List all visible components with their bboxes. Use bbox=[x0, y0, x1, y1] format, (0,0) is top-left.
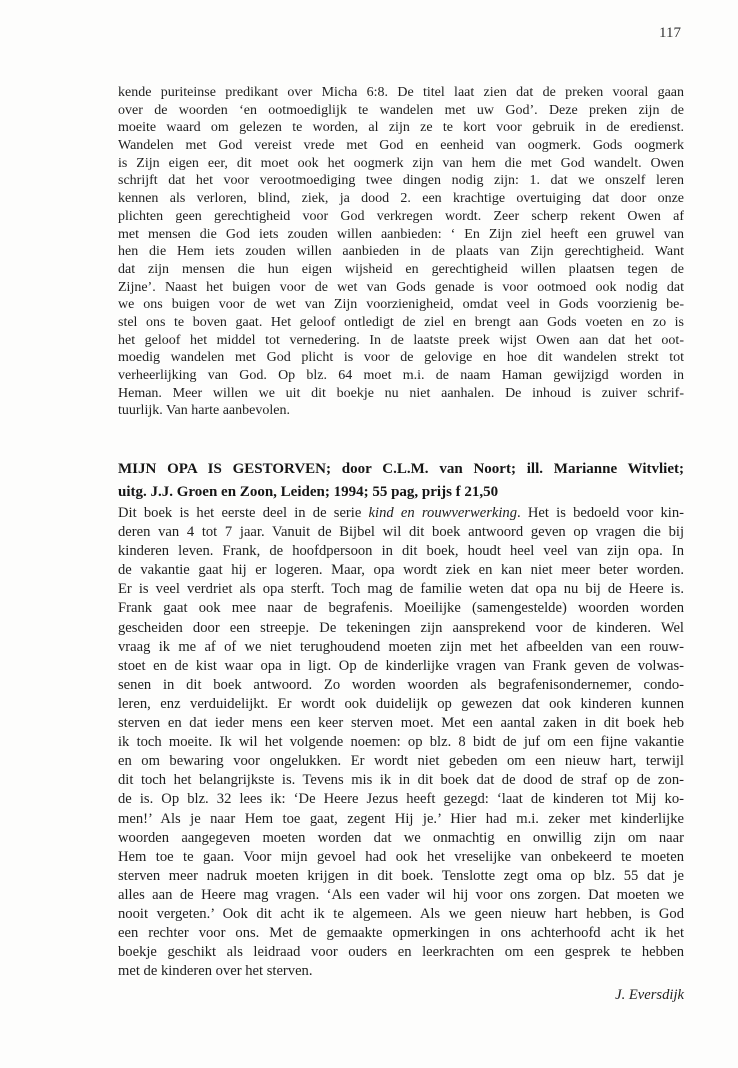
text-line: Zijne’. Naast het buigen voor de wet van Gods genade is voor ootmoed ook nodig dat bbox=[118, 279, 684, 295]
text-line: hen die Hem iets zouden willen aanbieden in de plaats van Zijn gerechtigheid. Want bbox=[118, 244, 684, 260]
book-review-heading bbox=[118, 458, 684, 504]
text-line: het geloof het middel tot vernedering. In de laatste preek wijst Owen aan dat het oot- bbox=[118, 332, 684, 348]
text-line: stoet en de kist waar opa in ligt. Op de kinderlijke vragen van Frank geven de volwas- bbox=[118, 657, 684, 674]
text-line: gescheiden door een streepje. De tekeningen zijn aansprekend voor de kinderen. Wel bbox=[118, 619, 684, 636]
text-line: plichten geen gerechtigheid voor God verkregen wordt. Zeer scherp rekent Owen af bbox=[118, 208, 684, 224]
text-line: kende puriteinse predikant over Micha 6:8. De titel laat zien dat de preken vooral gaan bbox=[118, 85, 684, 100]
text-line: Er is veel verdriet als opa sterft. Toch mag de familie weten dat opa nu bij de Heere is. bbox=[118, 581, 684, 598]
text-line: nooit vergeten.’ Ook dit acht ik te algemeen. Als we geen nieuw hart hebben, is God bbox=[118, 905, 684, 922]
text-line: leren, enz verduidelijkt. Er wordt ook duidelijk op gewezen dat ook kinderen kunnen bbox=[118, 695, 684, 712]
text-line: met de kinderen over het sterven. bbox=[118, 963, 313, 980]
text-line: men!’ Als je naar Hem toe gaat, zegent Hij je.’ Hier had m.i. zeker met kinderlijke bbox=[118, 810, 684, 827]
previous-review-paragraph bbox=[118, 84, 684, 420]
text-line: deren van 4 tot 7 jaar. Vanuit de Bijbel wil dit boek antwoord geven op vragen die bij bbox=[118, 524, 684, 541]
text-line: boekje geschikt als leidraad voor ouders en leerkrachten om een gesprek te hebben bbox=[118, 944, 684, 961]
heading-line: uitg. J.J. Groen en Zoon, Leiden; 1994; 55 pag, prijs f 21,50 bbox=[118, 484, 499, 500]
text-line: woorden aangegeven moeten worden dat we onmachtig en onwillig zijn om naar bbox=[118, 829, 684, 846]
text-line: dit toch het belangrijkste is. Tevens mis ik in dit boek dat de dood de straf op de zon- bbox=[118, 772, 684, 789]
text-line: Hem toe te gaan. Voor mijn gevoel had ook het vreselijke van onbekeerd te moeten bbox=[118, 848, 684, 865]
text-line: over de woorden ‘en ootmoediglijk te wandelen met uw God’. Deze preken zijn de bbox=[118, 102, 684, 118]
text-line: en om bewaring voor ongelukken. Er wordt niet gebeden om een nieuw hart, terwijl bbox=[118, 753, 684, 770]
series-title: kind en rouwverwerking bbox=[368, 505, 517, 521]
text-line: sterven meer nadruk moeten krijgen in dit boek. Tenslotte zegt oma op blz. 55 dat je bbox=[118, 867, 684, 884]
page-number: 117 bbox=[659, 25, 681, 41]
text-line: moeite waard om gelezen te worden, al zijn ze te kort voor gebruik in de eredienst. bbox=[118, 120, 684, 136]
text-line: sterven en dat ieder mens een keer sterven moet. Met een aantal zaken in dit boek heb bbox=[118, 715, 684, 732]
heading-line: MIJN OPA IS GESTORVEN; door C.L.M. van Noort; ill. Marianne Witvliet; bbox=[118, 461, 684, 477]
text-line: Wandelen met God vereist vrede met God en eenheid van oogmerk. Gods oogmerk bbox=[118, 138, 684, 154]
text-line: stel ons te boven gaat. Het geloof ontledigt de ziel en brengt aan Gods voeten en zo is bbox=[118, 314, 684, 330]
text-line: Heman. Meer willen we uit dit boekje nu niet aanhalen. De inhoud is zuiver schrif- bbox=[118, 385, 684, 401]
text-line: kinderen leven. Frank, de hoofdpersoon in dit boek, houdt heel veel van zijn opa. In bbox=[118, 543, 684, 560]
text-line bbox=[118, 504, 684, 523]
text-line: is Zijn eigen eer, dit moet ook het oogmerk zijn van hem die met God wandelt. Owen bbox=[118, 155, 684, 171]
text-line: senen in dit boek antwoord. Zo worden woorden als begrafenisondernemer, condo- bbox=[118, 676, 684, 693]
text-line: Frank gaat ook mee naar de begrafenis. Moeilijke (samengestelde) woorden worden bbox=[118, 600, 684, 617]
text-line: alles aan de Heere mag vragen. ‘Als een vader wil hij voor ons zorgen. Dat moeten we bbox=[118, 886, 684, 903]
reviewer-signature: J. Eversdijk bbox=[615, 987, 684, 1003]
text-line: dat zijn mensen die hun eigen wijsheid en gerechtigheid willen plaatsen tegen de bbox=[118, 261, 684, 277]
text-line: tuurlijk. Van harte aanbevolen. bbox=[118, 403, 290, 419]
text-line: vraag ik me af of we niet terughoudend moeten zijn met het afbeelden van een rouw- bbox=[118, 638, 684, 655]
book-review-body bbox=[118, 504, 684, 981]
text-line: we ons buigen voor de wet van Zijn voorzienigheid, omdat veel in Gods voorzienig be- bbox=[118, 297, 684, 313]
text-line: de is. Op blz. 32 lees ik: ‘De Heere Jezus heeft gezegd: ‘laat de kinderen tot Mij ko- bbox=[118, 791, 684, 808]
text-line: kennen als verloren, blind, ziek, ja dood 2. een krachtige overtuiging dat door onze bbox=[118, 191, 684, 207]
text-line: ik toch moeite. Ik wil het volgende noemen: op blz. 8 bidt de juf om een fijne vakantie bbox=[118, 734, 684, 751]
text-line: de vakantie gaat hij er logeren. Maar, opa wordt ziek en kan niet meer beter worden. bbox=[118, 562, 684, 579]
text-line: schrijft dat het voor verootmoediging twee dingen nodig zijn: 1. dat we onszelf leren bbox=[118, 173, 684, 189]
text-line: met mensen die God iets zouden willen aanbieden: ‘ En Zijn ziel heeft een gruwel van bbox=[118, 226, 684, 242]
text-segment: . Het is bedoeld voor kin- bbox=[517, 505, 684, 521]
text-line: moedig wandelen met God plicht is voor de gelovige en hoe dit wandelen strekt tot bbox=[118, 350, 684, 366]
text-segment: Dit boek is het eerste deel in de serie bbox=[118, 505, 369, 521]
text-line: een rechter voor ons. Met de gemaakte opmerkingen in ons achterhoofd acht ik het bbox=[118, 925, 684, 942]
text-line: verheerlijking van God. Op blz. 64 moet m.i. de naam Haman gewijzigd worden in bbox=[118, 368, 684, 383]
